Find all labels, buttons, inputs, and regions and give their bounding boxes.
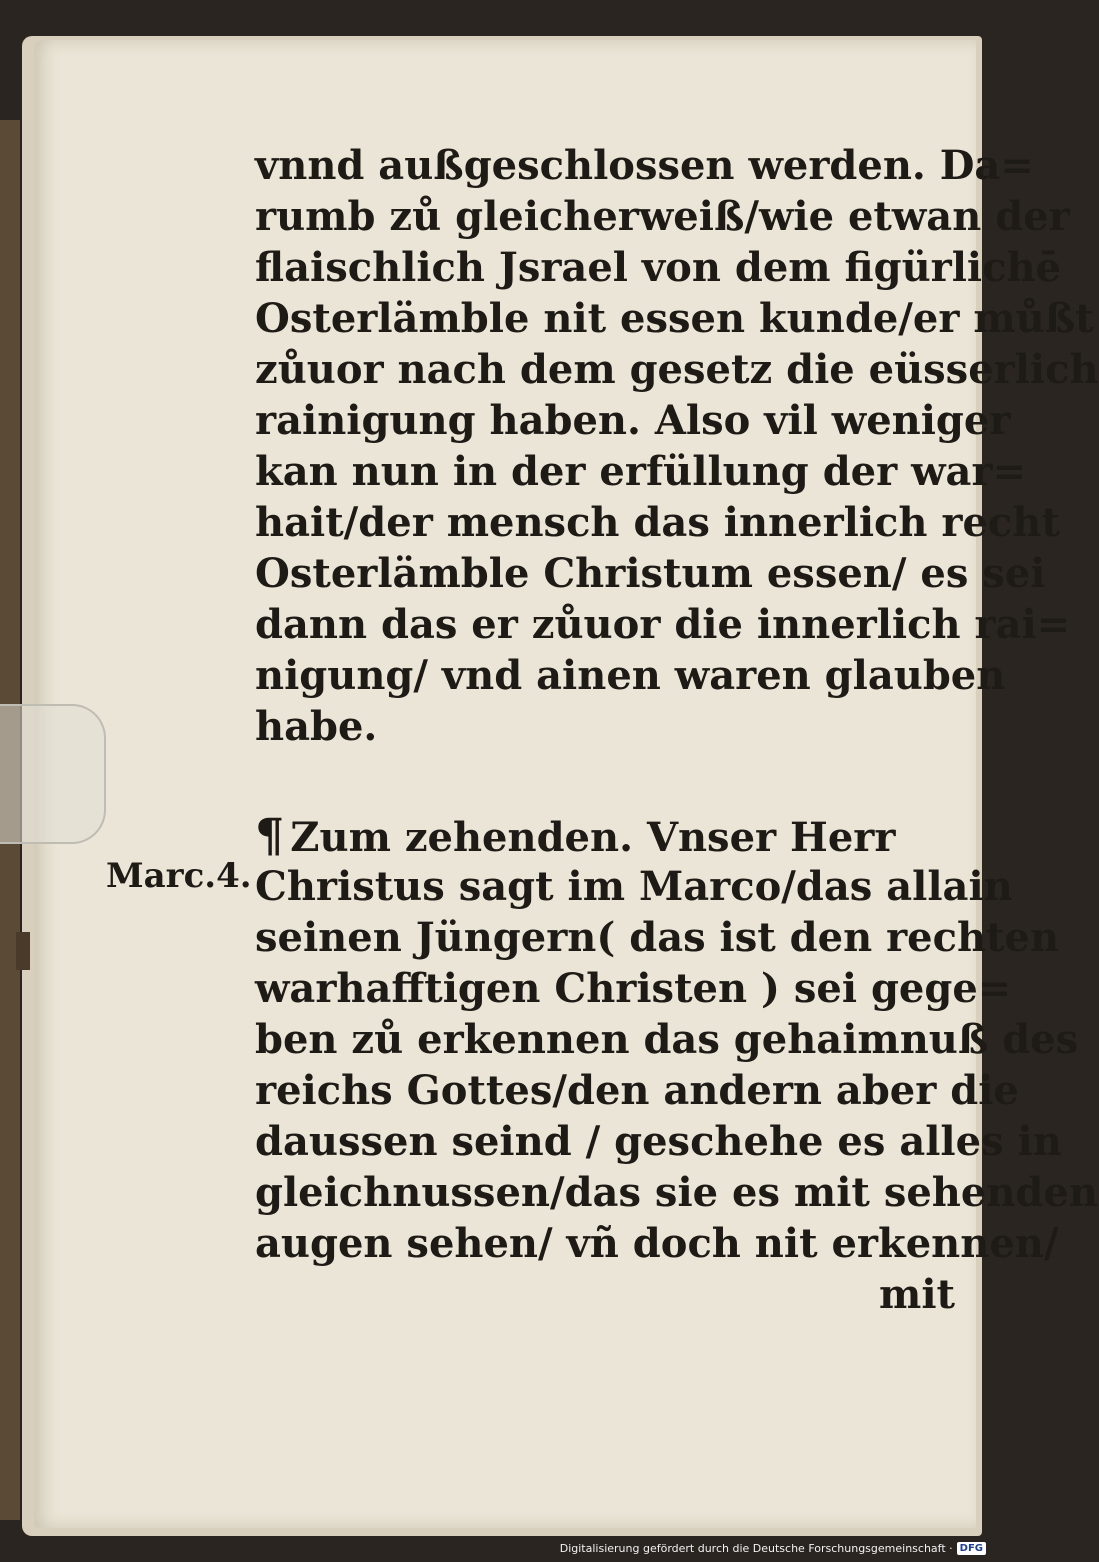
text-line-content: Zum zehenden. Vnser Herr <box>290 814 896 861</box>
text-line: dann das er zůuor die innerlich rai= <box>255 601 1071 648</box>
text-line: reichs Gottes/den andern aber die <box>255 1067 1019 1114</box>
text-line: nigung/ vnd ainen waren glauben <box>255 652 1006 699</box>
catchword: mit <box>879 1271 955 1318</box>
digitization-footer <box>560 1538 986 1558</box>
text-line: habe. <box>255 703 378 750</box>
text-line: flaischlich Jsrael von dem figürlichē <box>255 244 1061 291</box>
dfg-logo: DFG <box>957 1542 986 1555</box>
text-line: zůuor nach dem gesetz die eüsserlich <box>255 346 1099 393</box>
text-line: gleichnussen/das sie es mit sehenden <box>255 1169 1098 1216</box>
text-line: Osterlämble Christum essen/ es sei <box>255 550 1046 597</box>
text-line: ben zů erkennen das gehaimnuß des <box>255 1016 1079 1063</box>
text-line: augen sehen/ vñ doch nit erkennen/ <box>255 1220 1059 1267</box>
page-text-block <box>255 140 1099 1320</box>
paragraph-gap <box>255 752 955 810</box>
text-line: rumb zů gleicherweiß/wie etwan der <box>255 193 1070 240</box>
marginal-note: Marc.4. <box>106 856 252 896</box>
text-line: warhafftigen Christen ) sei gege= <box>255 965 1012 1012</box>
text-line: seinen Jüngern( das ist den rechten <box>255 914 1060 961</box>
page-clip <box>0 704 106 844</box>
text-line: hait/der mensch das innerlich recht <box>255 499 1060 546</box>
paragraph-first-line <box>255 810 955 861</box>
text-line: Christus sagt im Marco/das allain <box>255 863 1013 910</box>
text-line: vnnd außgeschlossen werden. Da= <box>255 142 1034 189</box>
text-line: daussen seind / geschehe es alles in <box>255 1118 1062 1165</box>
binding-mark <box>16 932 30 970</box>
pilcrow-mark: ¶ <box>255 808 285 862</box>
text-line: Osterlämble nit essen kunde/er můßt <box>255 295 1094 342</box>
footer-text: Digitalisierung gefördert durch die Deutsche Forschungsgemeinschaft · <box>559 1541 953 1555</box>
text-line: rainigung haben. Also vil weniger <box>255 397 1011 444</box>
text-line: kan nun in der erfüllung der war= <box>255 448 1027 495</box>
